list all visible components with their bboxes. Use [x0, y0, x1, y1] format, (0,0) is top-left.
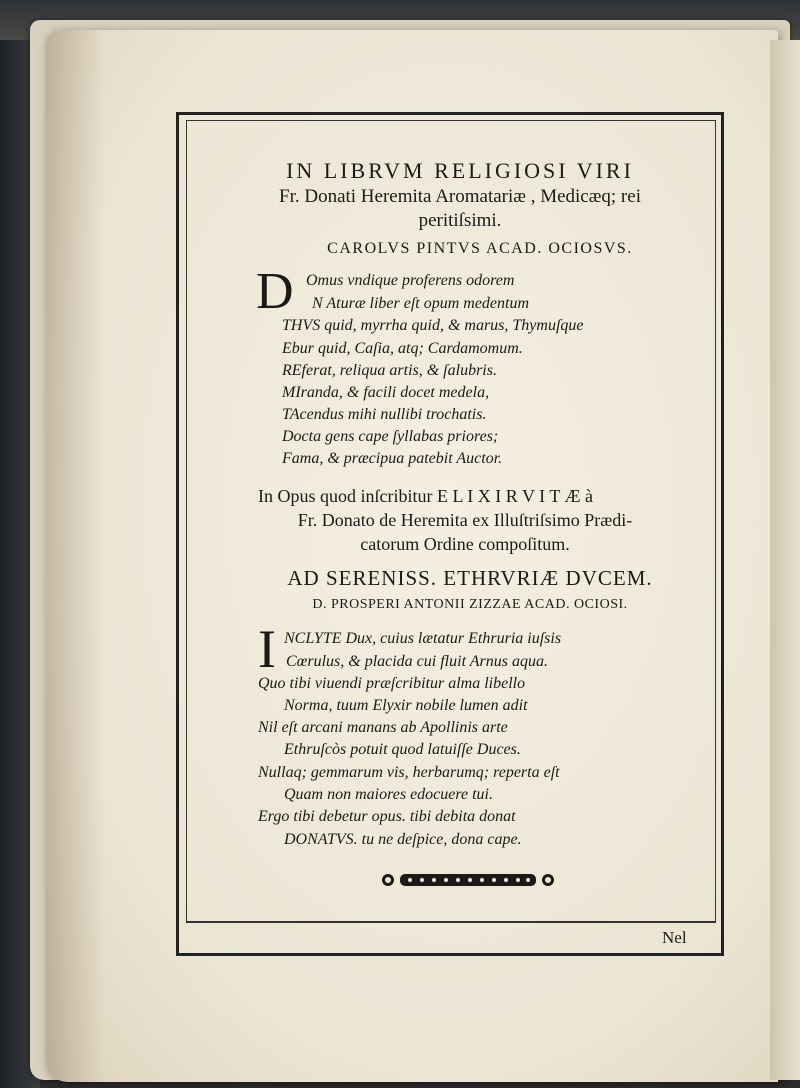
- poem2-drop-cap: I: [258, 619, 276, 679]
- poem1-line-3: THVS quid, myrrha quid, & marus, Thymuſque: [282, 317, 584, 334]
- catchword-rule: [186, 922, 716, 923]
- poem2-line-4: Norma, tuum Elyxir nobile lumen adit: [284, 697, 528, 714]
- poem2-line-7: Nullaq; gemmarum vis, herbarumq; reperta eſt: [258, 764, 560, 781]
- poem1-author: CAROLVS PINTVS ACAD. OCIOSVS.: [327, 240, 633, 257]
- catchword: Nel: [662, 928, 687, 947]
- next-page-edge: [770, 40, 800, 1080]
- intro2-line-1: In Opus quod inſcribitur E L I X I R V I T Æ à: [258, 486, 593, 506]
- spine-shadow: [46, 30, 106, 1082]
- poem2-line-9: Ergo tibi debetur opus. tibi debita donat: [258, 808, 516, 825]
- poem2-line-3: Quo tibi viuendi præſcribitur alma libello: [258, 675, 526, 692]
- poem2-line-8: Quam non maiores edocuere tui.: [284, 786, 493, 803]
- poem1-title: IN LIBRVM RELIGIOSI VIRI: [286, 158, 634, 183]
- poem1-subtitle-1: Fr. Donati Heremita Aromatariæ , Medicæq; rei: [279, 186, 641, 207]
- poem1-drop-cap: D: [256, 263, 294, 320]
- printer-ornament-icon: [378, 870, 558, 890]
- poem1-line-7: TAcendus mihi nullibi trochatis.: [282, 406, 487, 423]
- poem1-line-4: Ebur quid, Caſia, atq; Cardamomum.: [282, 340, 523, 357]
- intro2-line-3: catorum Ordine compoſitum.: [360, 534, 570, 554]
- poem2-author: D. PROSPERI ANTONII ZIZZAE ACAD. OCIOSI.: [312, 597, 628, 612]
- poem2-title: AD SERENISS. ETHRVRIÆ DVCEM.: [287, 566, 653, 590]
- poem2-line-2: Cœrulus, & placida cui fluit Arnus aqua.: [286, 653, 548, 670]
- poem1-line-5: REferat, reliqua artis, & ſalubris.: [282, 362, 497, 379]
- poem2-line-1: NCLYTE Dux, cuius lætatur Ethruria iuſsis: [284, 630, 562, 647]
- poem1-line-9: Fama, & præcipua patebit Auctor.: [282, 450, 503, 467]
- intro2-line-2: Fr. Donato de Heremita ex Illuſtriſsimo Prædi-: [297, 510, 633, 530]
- poem2-line-10: DONATVS. tu ne deſpice, dona cape.: [284, 831, 522, 848]
- poem1-line-6: MIranda, & facili docet medela,: [282, 384, 490, 401]
- poem2-line-6: Ethruſcòs potuit quod latuiſſe Duces.: [284, 741, 521, 758]
- poem1-line-1: Omus vndique proferens odorem: [306, 272, 515, 289]
- poem1-line-2: N Aturæ liber eſt opum medentum: [312, 295, 530, 312]
- poem1-subtitle-2: peritiſsimi.: [418, 210, 502, 231]
- poem1-line-8: Docta gens cape ſyllabas priores;: [282, 428, 499, 445]
- poem2-line-5: Nil eſt arcani manans ab Apollinis arte: [258, 719, 508, 736]
